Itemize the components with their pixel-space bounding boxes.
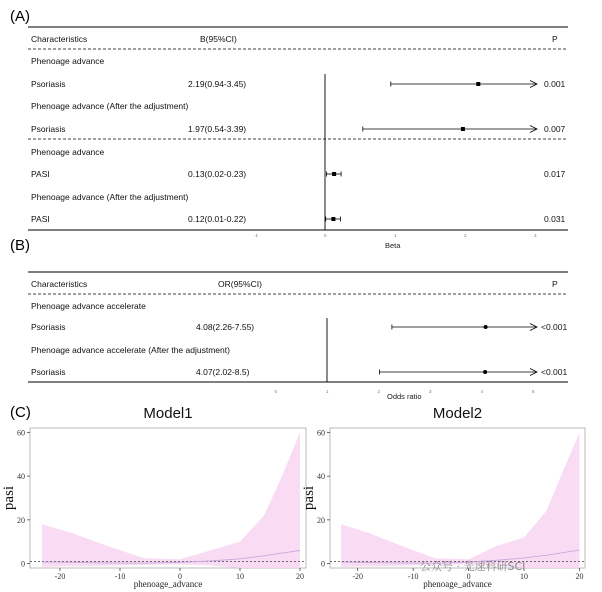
y-tick-label: 40 bbox=[17, 472, 25, 482]
panel-b-row-estimate: 4.08(2.26-7.55) bbox=[196, 322, 255, 332]
panel-c-letter: (C) bbox=[10, 404, 31, 421]
panel-b-tick-label: 1 bbox=[326, 389, 329, 394]
panel-b-tick-label: 3 bbox=[429, 389, 432, 394]
panel-a-tick-label: 1 bbox=[394, 233, 397, 238]
panel-a-row-label: Phenoage advance bbox=[31, 147, 105, 157]
panel-a-point-estimate bbox=[476, 82, 480, 86]
panel-a-row-label: PASI bbox=[31, 169, 50, 179]
panel-b-tick-label: 5 bbox=[532, 389, 535, 394]
panel-a-axis-title: Beta bbox=[385, 241, 401, 250]
panel-a bbox=[10, 8, 568, 250]
x-tick-label: 10 bbox=[236, 572, 244, 581]
panel-a-row-p: 0.031 bbox=[544, 214, 566, 224]
y-tick-label: 60 bbox=[317, 428, 325, 438]
panel-b-row-label: Psoriasis bbox=[31, 367, 66, 377]
panel-b-header-characteristics: Characteristics bbox=[31, 279, 88, 289]
y-axis-title: pasi bbox=[301, 485, 317, 511]
x-tick-label: 20 bbox=[296, 572, 304, 581]
panel-a-tick-label: 3 bbox=[534, 233, 537, 238]
panel-a-header-characteristics: Characteristics bbox=[31, 34, 88, 44]
panel-a-letter: (A) bbox=[10, 8, 30, 25]
x-tick-label: -10 bbox=[114, 572, 126, 581]
x-axis-title: phenoage_advance bbox=[133, 579, 203, 589]
x-axis-title: phenoage_advance bbox=[423, 579, 492, 589]
panel-b-letter: (B) bbox=[10, 237, 30, 254]
y-tick-label: 0 bbox=[21, 559, 25, 569]
x-tick-label: -20 bbox=[352, 572, 364, 581]
x-tick-label: 10 bbox=[520, 572, 529, 581]
panel-a-row-label: PASI bbox=[31, 214, 50, 224]
panel-a-row-p: 0.007 bbox=[544, 124, 566, 134]
panel-c bbox=[1, 404, 585, 589]
y-tick-label: 0 bbox=[321, 559, 325, 569]
panel-b-row-p: <0.001 bbox=[541, 322, 568, 332]
panel-a-row-p: 0.017 bbox=[544, 169, 566, 179]
x-tick-label: -20 bbox=[54, 572, 66, 581]
panel-a-row-estimate: 2.19(0.94-3.45) bbox=[188, 79, 247, 89]
x-tick-label: 0 bbox=[466, 572, 471, 581]
panel-b-point-estimate bbox=[484, 325, 488, 329]
panel-a-row-label: Phenoage advance (After the adjustment) bbox=[31, 192, 189, 202]
panel-b-rows bbox=[31, 301, 568, 377]
panel-b-row-p: <0.001 bbox=[541, 367, 568, 377]
y-axis-title: pasi bbox=[1, 485, 17, 511]
panel-a-rows bbox=[31, 56, 566, 224]
panel-a-header-estimate: B(95%CI) bbox=[200, 34, 237, 44]
panel-b-axis-title: Odds ratio bbox=[387, 392, 422, 401]
model1-plot bbox=[1, 405, 306, 589]
panel-a-axis-ticks bbox=[254, 233, 537, 238]
watermark-text: 公众号 · 光速科研SCI bbox=[420, 560, 526, 573]
panel-b-row-estimate: 4.07(2.02-8.5) bbox=[196, 367, 250, 377]
x-tick-label: 0 bbox=[178, 572, 182, 581]
panel-b-row-label: Psoriasis bbox=[31, 322, 66, 332]
plot-title: Model2 bbox=[432, 405, 483, 422]
panel-b-tick-label: 0 bbox=[274, 389, 278, 394]
panel-a-row-label: Phenoage advance (After the adjustment) bbox=[31, 101, 189, 111]
x-tick-label: -10 bbox=[407, 572, 419, 581]
panel-b-tick-label: 2 bbox=[377, 389, 381, 394]
y-tick-label: 60 bbox=[17, 428, 25, 438]
panel-a-row-p: 0.001 bbox=[544, 79, 566, 89]
y-tick-label: 20 bbox=[17, 515, 25, 525]
panel-b-row-label: Phenoage advance accelerate bbox=[31, 301, 146, 311]
panel-b-tick-label: 4 bbox=[480, 389, 484, 394]
panel-a-point-estimate bbox=[461, 127, 465, 131]
panel-a-row-label: Phenoage advance bbox=[31, 56, 105, 66]
panel-a-header-p: P bbox=[552, 34, 558, 44]
panel-a-tick-label: 2 bbox=[464, 233, 467, 238]
panel-b-header-p: P bbox=[552, 279, 558, 289]
panel-a-row-estimate: 1.97(0.54-3.39) bbox=[188, 124, 247, 134]
y-tick-label: 40 bbox=[317, 472, 325, 482]
panel-b-header-estimate: OR(95%CI) bbox=[218, 279, 262, 289]
y-tick-label: 20 bbox=[317, 515, 325, 525]
panel-a-row-label: Psoriasis bbox=[31, 124, 66, 134]
panel-b bbox=[10, 237, 568, 401]
plot-title: Model1 bbox=[143, 405, 193, 422]
panel-a-row-label: Psoriasis bbox=[31, 79, 66, 89]
x-tick-label: 20 bbox=[575, 572, 584, 581]
panel-a-point-estimate bbox=[331, 217, 335, 221]
panel-a-tick-label: 0 bbox=[324, 233, 327, 238]
panel-a-tick-label: -1 bbox=[254, 233, 259, 238]
panel-a-row-estimate: 0.12(0.01-0.22) bbox=[188, 214, 247, 224]
panel-b-row-label: Phenoage advance accelerate (After the adjustment) bbox=[31, 345, 230, 355]
panel-b-point-estimate bbox=[483, 370, 487, 374]
panel-a-row-estimate: 0.13(0.02-0.23) bbox=[188, 169, 247, 179]
panel-a-point-estimate bbox=[332, 172, 336, 176]
